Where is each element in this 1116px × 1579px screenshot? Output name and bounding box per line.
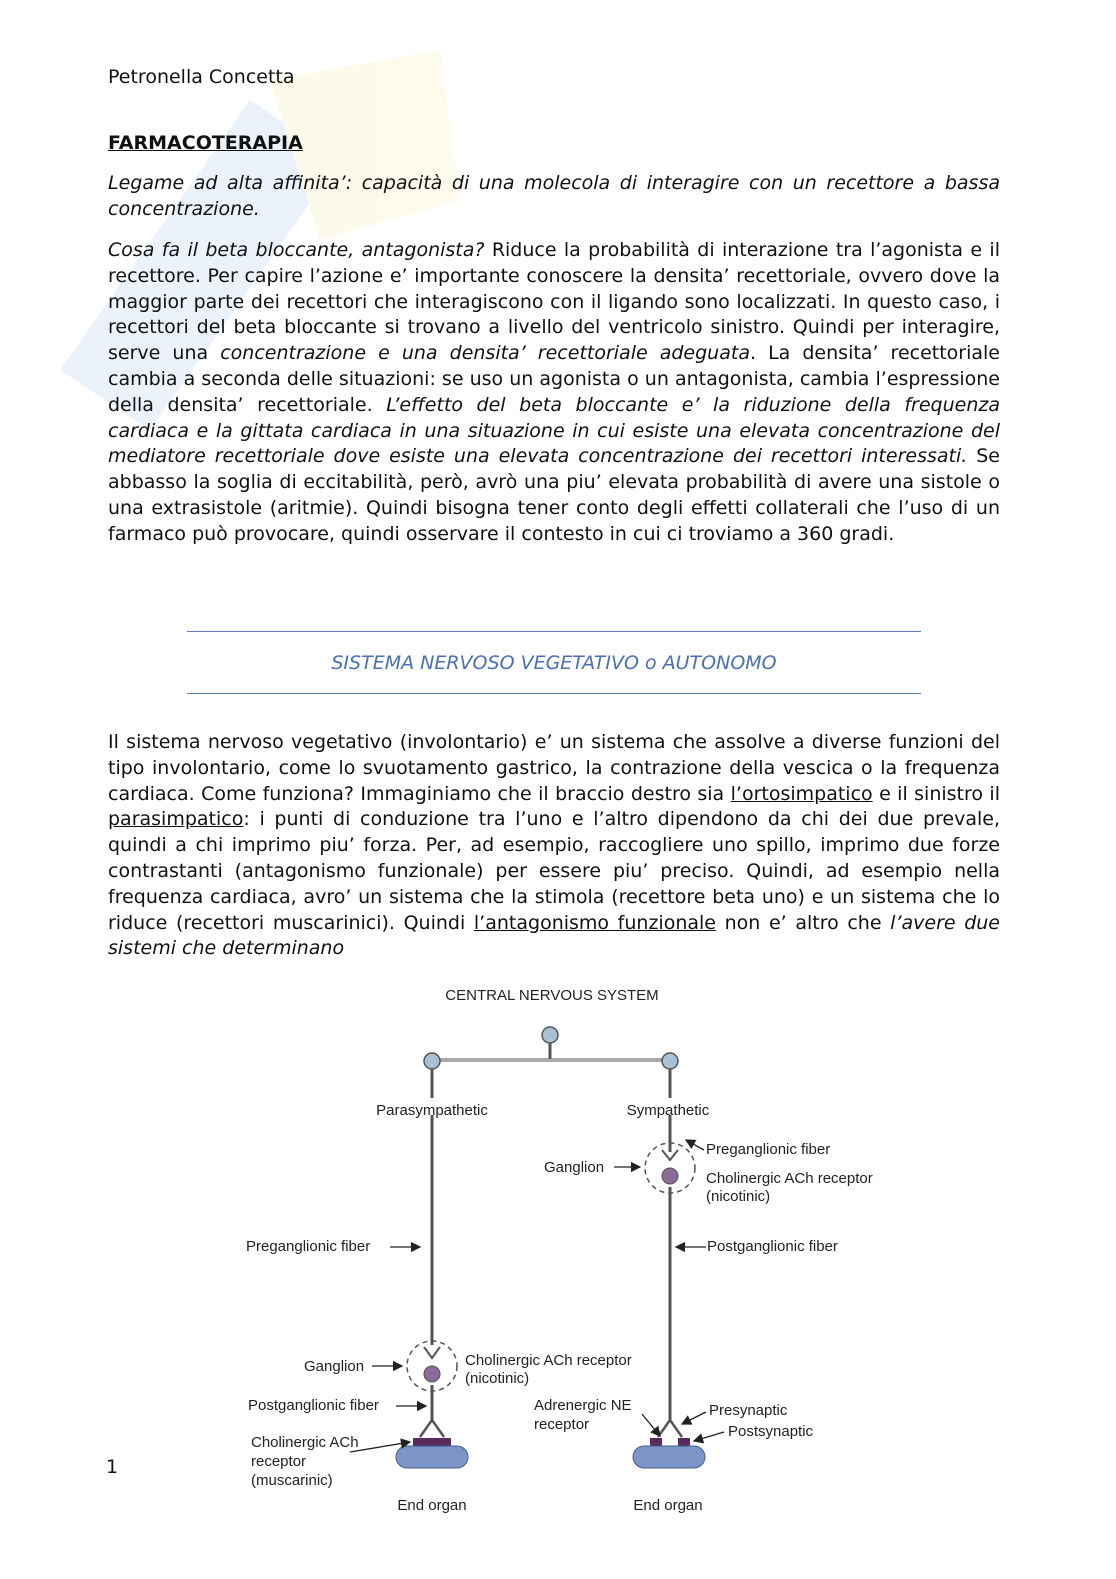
preganglionic-right-label: Preganglionic fiber <box>706 1141 831 1158</box>
heading-rule-top <box>187 631 921 632</box>
parasympathetic-ending <box>420 1420 444 1437</box>
document-title: FARMACOTERAPIA <box>108 132 303 154</box>
p3-t4: non e’ altro che <box>715 911 891 934</box>
postsynaptic-label: Postsynaptic <box>728 1423 814 1440</box>
preganglionic-left-label: Preganglionic fiber <box>246 1238 371 1255</box>
parasympathetic-receptor-fork <box>424 1347 440 1358</box>
presynaptic-label: Presynaptic <box>709 1402 788 1419</box>
cns-node-right <box>662 1053 678 1069</box>
cholinergic-left-label: Cholinergic ACh receptor <box>465 1352 632 1369</box>
p3-u3: l’antagonismo funzionale <box>473 911 716 934</box>
adrenergic-label-1: Adrenergic NE <box>534 1397 632 1414</box>
author-name: Petronella Concetta <box>108 66 295 88</box>
p2-em2: concentrazione e una densita’ recettoriale adeguata <box>220 342 750 365</box>
ganglion-right-label: Ganglion <box>544 1159 605 1176</box>
p2-t2: . La densita’ recettoriale cambia a seconda delle situazioni: se uso un agonista o un antagonista, cambia l’espressione della densita’ recettoriale. <box>108 342 1000 416</box>
end-organ-right-label: End organ <box>633 1497 703 1514</box>
definition-text: Legame ad alta affinita’: capacità di una molecola di interagire con un recettore a bassa concentrazione. <box>108 172 1000 220</box>
p2-t1: Riduce la probabilità di interazione tra l’agonista e il recettore. Per capire l’azione e’ importante conoscere la densita’ recettoriale, ovvero dove la maggior parte dei recettori che interagiscono con il ligando sono localizzati. In questo caso, i recettori del beta bloccante si trovano a livello del ventricolo sinistro. Quindi per interagire, serve una <box>108 239 1000 365</box>
nicotinic-right-label: (nicotinic) <box>706 1188 771 1205</box>
p3-t1: Il sistema nervoso vegetativo (involontario) e’ un sistema che assolve a diverse funzioni del tipo involontario, come lo svuotamento gastrico, la contrazione della vescica o la frequenza cardiaca. Come funziona? Immaginiamo che il braccio destro sia <box>108 731 1000 805</box>
end-organ-left-shape <box>396 1446 468 1468</box>
cns-node-left <box>424 1053 440 1069</box>
cholinergic-ach-label-1: Cholinergic ACh <box>251 1434 359 1451</box>
heading-rule-bottom <box>187 693 921 694</box>
page-number: 1 <box>106 1456 119 1478</box>
p3-em1: l’avere due sistemi che determinano <box>108 911 1000 960</box>
postganglionic-right-label: Postganglionic fiber <box>707 1238 838 1255</box>
adrenergic-label-2: receptor <box>534 1416 590 1433</box>
p2-em3: L’effetto del beta bloccante e’ la riduzione della frequenza cardiaca e la gittata cardiaca in una situazione in cui esiste una elevata concentrazione del mediatore recettoriale dove esiste una elevata concentrazione dei recettori interessati. <box>108 393 1000 468</box>
p2-em1: Cosa fa il beta bloccante, antagonista? <box>108 239 485 261</box>
autonomic-diagram <box>230 980 910 1525</box>
section-heading: SISTEMA NERVOSO VEGETATIVO o AUTONOMO <box>331 652 777 674</box>
parasympathetic-ganglion-cell <box>424 1366 440 1382</box>
cholinergic-right-label: Cholinergic ACh receptor <box>706 1170 873 1187</box>
p3-u1: l’ortosimpatico <box>730 782 873 805</box>
nicotinic-left-label: (nicotinic) <box>465 1370 530 1387</box>
p3-t2: e il sinistro il <box>872 782 1000 805</box>
end-organ-right-shape <box>633 1446 705 1468</box>
p3-u2: parasimpatico <box>108 808 244 831</box>
sympathetic-ganglion-cell <box>662 1168 678 1184</box>
cholinergic-ach-label-2: receptor <box>251 1453 307 1470</box>
cns-node-top <box>542 1027 558 1043</box>
end-organ-left-label: End organ <box>397 1497 467 1514</box>
paragraph-autonomic <box>108 730 1000 962</box>
sympathetic-label: Sympathetic <box>626 1102 710 1119</box>
p3-t3: : i punti di conduzione tra l’uno e l’altro dipendono da chi dei due prevale, quindi a chi imprimo piu’ forza. Per, ad esempio, raccogliere uno spillo, imprimo due forze contrastanti (antagonismo funzionale) per essere piu’ preciso. Quindi, ad esempio nella frequenza cardiaca, avro’ un sistema che la stimola (recettore beta uno) e un sistema che lo riduce (recettori muscarinici). Quindi <box>108 808 1000 934</box>
parasympathetic-label: Parasympathetic <box>376 1102 488 1119</box>
paragraph-definition <box>108 171 1000 223</box>
ganglion-left-label: Ganglion <box>304 1358 365 1375</box>
postganglionic-left-label: Postganglionic fiber <box>248 1397 379 1414</box>
paragraph-beta-blocker <box>108 238 1000 548</box>
diagram-title: CENTRAL NERVOUS SYSTEM <box>445 987 659 1004</box>
cholinergic-ach-label-3: (muscarinic) <box>251 1472 333 1489</box>
p2-t3: Se abbasso la soglia di eccitabilità, però, avrò una piu’ elevata probabilità di avere una sistole o una extrasistole (aritmie). Quindi bisogna tener conto degli effetti collaterali che l’uso di un farmaco può provocare, quindi osservare il contesto in cui ci troviamo a 360 gradi. <box>108 445 1000 545</box>
sympathetic-ending <box>658 1420 682 1437</box>
